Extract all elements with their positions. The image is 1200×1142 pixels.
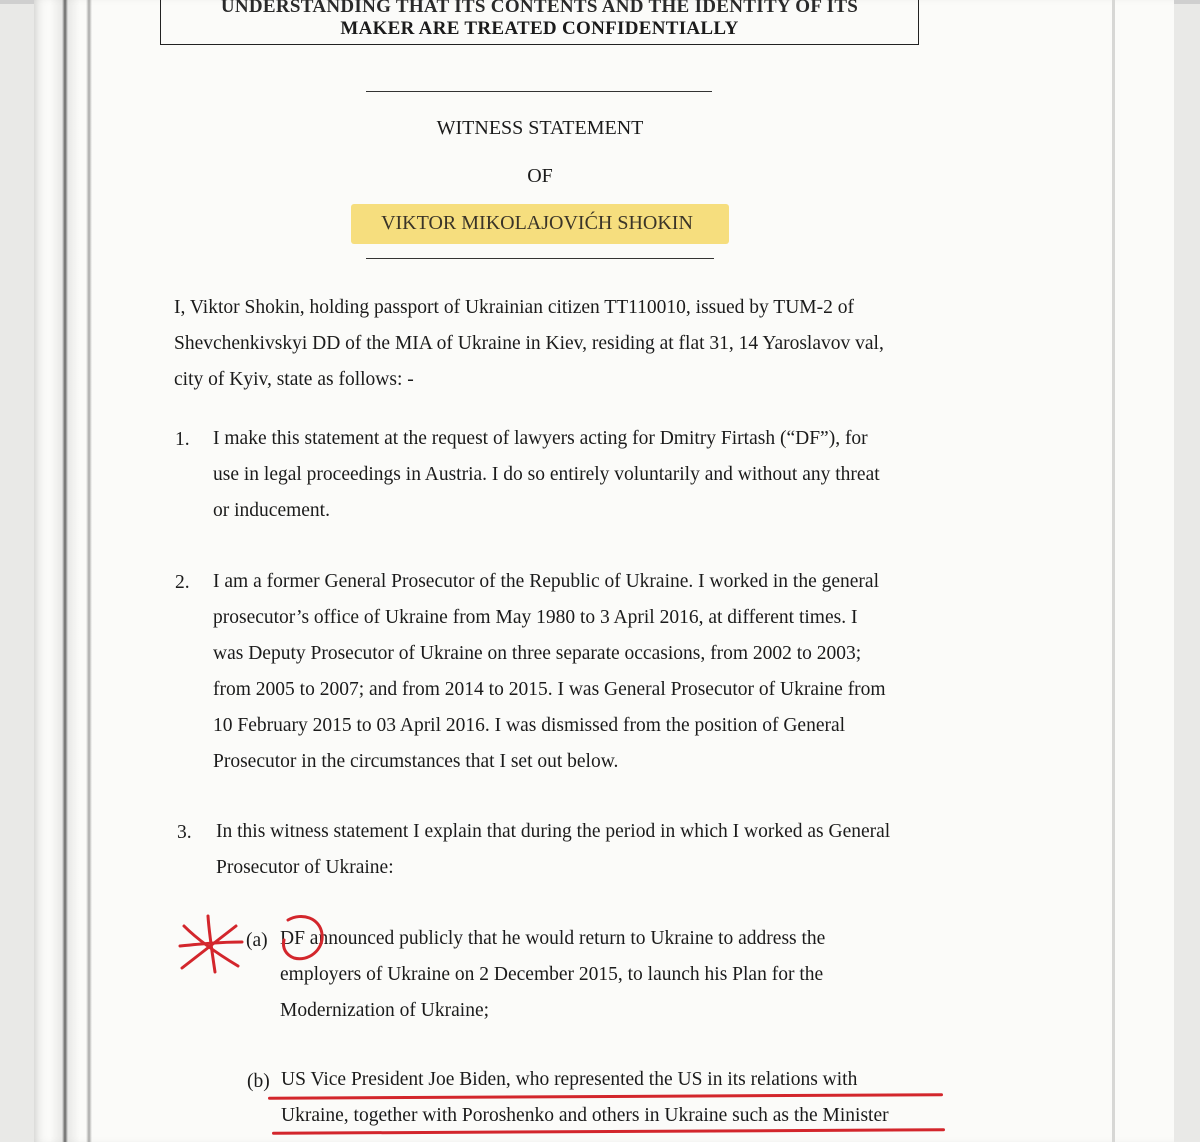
paragraph-line: prosecutor’s office of Ukraine from May 1980 to 3 April 2016, at different times. I [213, 607, 858, 628]
sub-item-line: DF announced publicly that he would return to Ukraine to address the [280, 928, 826, 949]
sub-item-line: Modernization of Ukraine; [280, 1000, 490, 1021]
paragraph-line: 10 February 2015 to 03 April 2016. I was dismissed from the position of General [213, 715, 846, 736]
paragraph-line: Prosecutor in the circumstances that I set out below. [213, 751, 619, 772]
title-rule-top [366, 91, 712, 92]
paragraph-3-number: 3. [177, 822, 192, 843]
paragraph-1 [213, 421, 913, 529]
intro-paragraph [174, 290, 914, 398]
paragraph-1-number: 1. [175, 429, 190, 450]
red-circle-annotation [274, 908, 334, 968]
sub-item-line: employers of Ukraine on 2 December 2015, to launch his Plan for the [280, 964, 824, 985]
highlighted-name: VIKTOR MIKOLAJOVIĆH SHOKIN [351, 204, 729, 244]
sub-item-a [280, 921, 917, 1029]
paragraph-line: use in legal proceedings in Austria. I do so entirely voluntarily and without any threat [213, 464, 880, 485]
paragraph-2 [213, 564, 913, 780]
intro-line: Shevchenkivskyi DD of the MIA of Ukraine in Kiev, residing at flat 31, 14 Yaroslavov val, [174, 333, 884, 354]
sub-item-a-label: (a) [246, 930, 268, 951]
confidentiality-line-1: UNDERSTANDING THAT ITS CONTENTS AND THE IDENTITY OF ITS [220, 0, 859, 17]
title-name-row [160, 204, 920, 244]
sub-item-line: US Vice President Joe Biden, who represented the US in its relations with [281, 1069, 858, 1090]
paragraph-line: from 2005 to 2007; and from 2014 to 2015. I was General Prosecutor of Ukraine from [213, 679, 886, 700]
paragraph-line: or inducement. [213, 500, 330, 521]
sub-item-b-label: (b) [247, 1071, 270, 1092]
title-of: OF [527, 165, 553, 187]
paragraph-line: I am a former General Prosecutor of the Republic of Ukraine. I worked in the general [213, 571, 879, 592]
paragraph-line: Prosecutor of Ukraine: [216, 857, 394, 878]
binding-shadow-secondary [86, 0, 92, 1142]
confidentiality-line-2: MAKER ARE TREATED CONFIDENTIALLY [340, 18, 739, 39]
sub-item-line: Ukraine, together with Poroshenko and others in Ukraine such as the Minister [281, 1105, 889, 1126]
paragraph-line: In this witness statement I explain that during the period in which I worked as General [216, 821, 891, 842]
intro-line: city of Kyiv, state as follows: - [174, 369, 414, 390]
paragraph-line: was Deputy Prosecutor of Ukraine on three separate occasions, from 2002 to 2003; [213, 643, 862, 664]
paragraph-line: I make this statement at the request of lawyers acting for Dmitry Firtash (“DF”), for [213, 428, 868, 449]
paragraph-2-number: 2. [175, 572, 190, 593]
title-witness-statement: WITNESS STATEMENT [436, 117, 644, 139]
page-right-edge [1112, 0, 1115, 1142]
paragraph-3 [216, 814, 916, 886]
title-rule-bottom [366, 258, 714, 259]
confidentiality-box [160, 0, 919, 45]
intro-line: I, Viktor Shokin, holding passport of Ukrainian citizen TT110010, issued by TUM-2 of [174, 297, 854, 318]
binding-shadow [50, 0, 80, 1142]
